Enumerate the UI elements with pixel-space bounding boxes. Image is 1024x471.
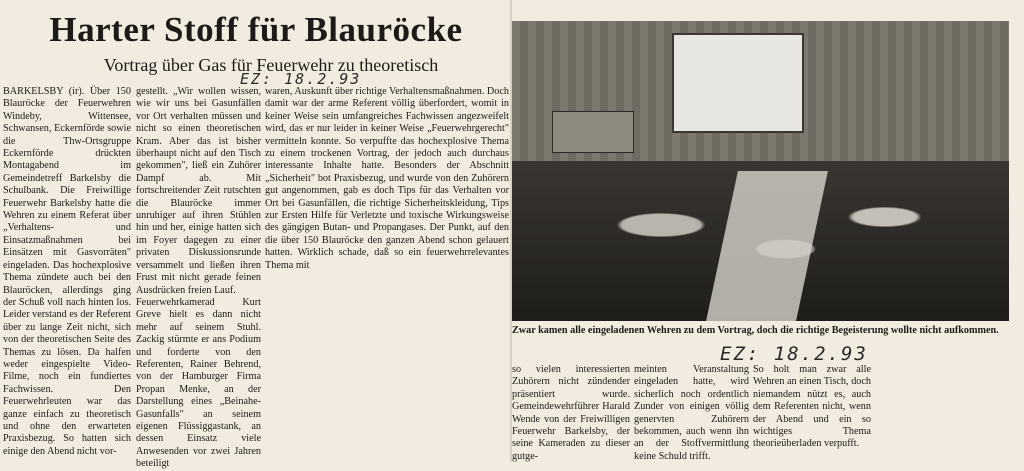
article-headline: Harter Stoff für Blauröcke (49, 10, 463, 49)
article-column-4: so vielen interessierten Zuhörern nicht zündender präsentiert wurde. Gemeindewehrführer Harald Wende von der Freiwilligen Feuerwehr Barkelsby, der seine Kameraden zu dieser gutge- (512, 364, 630, 462)
photo-projection-screen (672, 33, 804, 133)
article-column-2: gestellt. „Wir wollen wissen, wie wir uns bei Gasunfällen vor Ort verhalten müssen und nicht so einen theoretischen Kram. Aber das ist bisher überhaupt nicht auf den Tisch gekommen", ließ ein Zuhörer Dampf ab. Mit fortschreitender Zeit rutschten die Blauröcke immer unruhiger auf ihren Stühlen hin und her, einige hatten sich im Foyer dagegen zu einer privaten Diskussionsrunde versammelt und ließen ihren Frust mit nicht gerade feinen Ausdrücken freien Lauf. Feuerwehrkamerad Kurt Greve hielt es dann nicht mehr auf seinem Stuhl. Zackig stürmte er ans Podium und forderte von den Referenten, Rainer Behrend, von der Hamburger Firma Propan Menke, an der Darstellung eines „Beinahe-Gasunfalls" an seinem eigenen Flüssiggastank, an dessen Einsatz viele Anwesenden vor zwei Jahren beteiligt (136, 86, 261, 470)
handwritten-date: EZ: 18.2.93 (240, 70, 362, 88)
article-column-1: BARKELSBY (ir). Über 150 Blauröcke der Feuerwehren Windeby, Wittensee, Schwansen, Eckernförde sowie die Thw-Ortsgruppe Eckernförde drückten Montagabend im Gemeindetreff Barkelsby die Schulbank. Die Freiwillige Feuerwehr Barkelsby hatte die Wehren zu einem Referat über „Verhaltens- und Einsatzmaßnahmen bei Einsätzen mit Gasvorräten" eingeladen. Das hochexplosive Thema zündete auch bei den Blauröcken, allerdings ging der Schuß voll nach hinten los. Leider verstand es der Referent über zu lange Zeit nicht, sich von der theoretischen Seite des Themas zu lösen. Da halfen weder eingespielte Video-Filme, noch ein fundiertes Fachwissen. Den Feuerwehrleuten war das ganze einfach zu theoretisch und ohne den erwarteten Praxisbezug. So hatten sich einige den Abend nicht vor- (3, 86, 131, 457)
article-column-5: meinten Veranstaltung eingeladen hatte, wird sicherlich noch ordentlich Zunder von einigen völlig genervten Zuhörern bekommen, auch wenn ihn an der Stoffvermittlung keine Schuld trifft. (634, 364, 749, 462)
article-column-6: So holt man zwar alle Wehren an einen Tisch, doch niemandem nützt es, auch dem Referenten nicht, wenn der Abend und ein so wichtiges Thema theorieüberladen verpufft. (753, 364, 871, 450)
photo-window (552, 111, 634, 153)
handwritten-date-2: EZ: 18.2.93 (720, 343, 868, 365)
article-column-3: waren, Auskunft über richtige Verhaltensmaßnahmen. Doch damit war der arme Referent völlig überfordert, womit in keiner Weise sein umfangreiches Fachwissen angezweifelt wird, das er nur leider in keiner Weise „Feuerwehrgerecht" vermitteln konnte. So verpuffte das hochexplosive Thema zu einem trockenen Vortrag, der jedoch auch durchaus interessante Inhalte hatte. Besonders der Abschnitt „Sicherheit" bot Praxisbezug, und wurde von den Zuhörern gut angenommen, gab es doch Tips für das Verhalten vor Ort bei Gasunfällen, die richtige Sicherheitskleidung, Tips zur Ersten Hilfe für Verletzte und toxische Wirkungsweise des gängigen Butan- und Propangases. Der Punkt, auf den die über 150 Blauröcke den ganzen Abend schon gelauert hatten. Wirklich schade, daß so ein feuerwehrrelevantes Thema mit (265, 86, 509, 271)
article-subheadline: Vortrag über Gas für Feuerwehr zu theoretisch (103, 55, 439, 75)
event-photo (512, 21, 1009, 321)
photo-caption: Zwar kamen alle eingeladenen Wehren zu dem Vortrag, doch die richtige Begeisterung wollte nicht aufkommen. (512, 325, 999, 336)
